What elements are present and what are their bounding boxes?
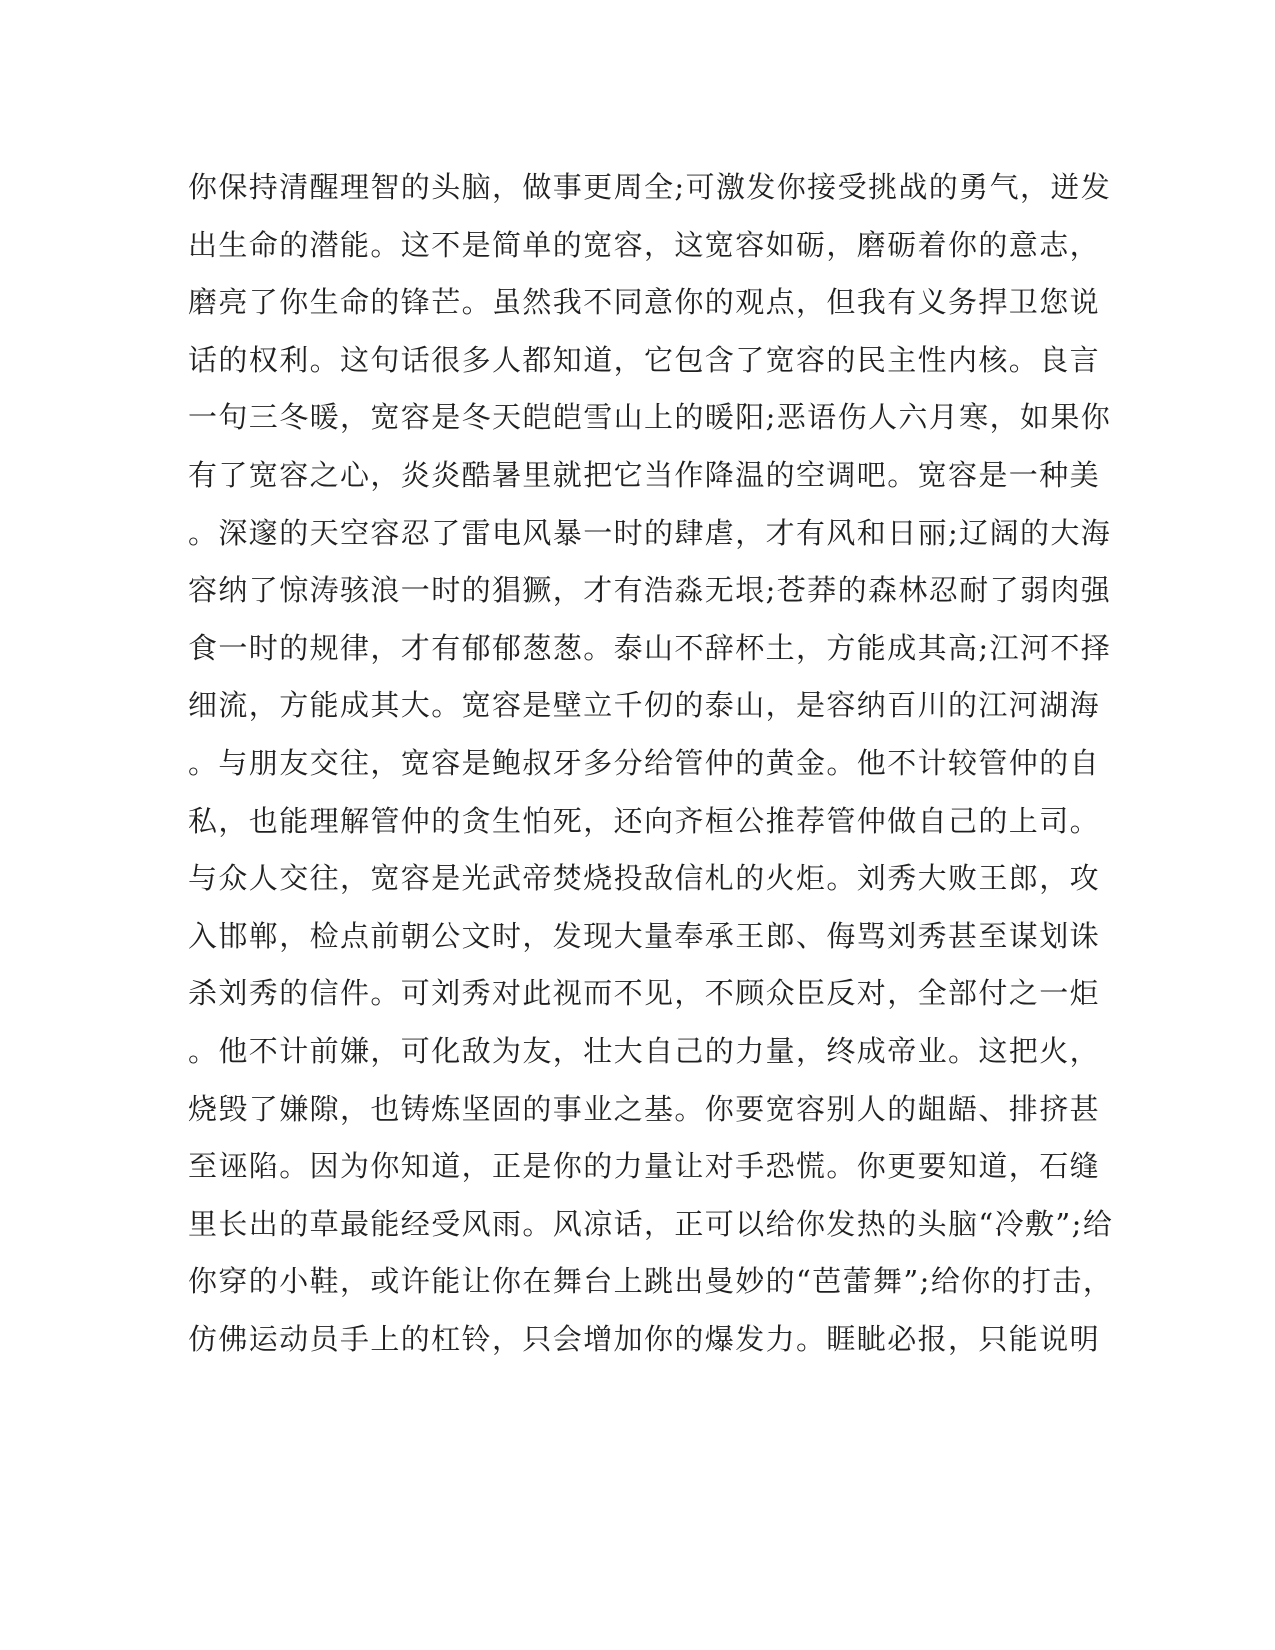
- text-line: 烧毁了嫌隙，也铸炼坚固的事业之基。你要宽容别人的龃龉、排挤甚: [188, 1091, 1101, 1126]
- text-line: 私，也能理解管仲的贪生怕死，还向齐桓公推荐管仲做自己的上司。: [188, 803, 1101, 838]
- text-line: 与众人交往，宽容是光武帝焚烧投敌信札的火炬。刘秀大败王郎，攻: [188, 861, 1101, 896]
- text-line: 。深邃的天空容忍了雷电风暴一时的肆虐，才有风和日丽;辽阔的大海: [188, 515, 1112, 550]
- text-line: 里长出的草最能经受风雨。风凉话，正可以给你发热的头脑“冷敷”;给: [188, 1206, 1114, 1241]
- text-line: 。与朋友交往，宽容是鲍叔牙多分给管仲的黄金。他不计较管仲的自: [188, 745, 1101, 780]
- text-line: 磨亮了你生命的锋芒。虽然我不同意你的观点，但我有义务捍卫您说: [188, 285, 1101, 320]
- text-line: 杀刘秀的信件。可刘秀对此视而不见，不顾众臣反对，全部付之一炬: [188, 976, 1101, 1011]
- text-line: 话的权利。这句话很多人都知道，它包含了宽容的民主性内核。良言: [188, 342, 1101, 377]
- text-line: 一句三冬暖，宽容是冬天皑皑雪山上的暖阳;恶语伤人六月寒，如果你: [188, 400, 1112, 435]
- text-line: 容纳了惊涛骇浪一时的猖獗，才有浩淼无垠;苍莽的森林忍耐了弱肉强: [188, 573, 1112, 608]
- text-line: 食一时的规律，才有郁郁葱葱。泰山不辞杯土，方能成其高;江河不择: [188, 630, 1112, 665]
- text-line: 你穿的小鞋，或许能让你在舞台上跳出曼妙的“芭蕾舞”;给你的打击，: [188, 1264, 1114, 1299]
- text-line: 你保持清醒理智的头脑，做事更周全;可激发你接受挑战的勇气，迸发: [188, 170, 1112, 204]
- text-line: 细流，方能成其大。宽容是壁立千仞的泰山，是容纳百川的江河湖海: [188, 688, 1101, 723]
- text-line: 。他不计前嫌，可化敌为友，壮大自己的力量，终成帝业。这把火，: [188, 1033, 1101, 1068]
- text-line: 有了宽容之心，炎炎酷暑里就把它当作降温的空调吧。宽容是一种美: [188, 457, 1101, 492]
- text-line: 入邯郸，检点前朝公文时，发现大量奉承王郎、侮骂刘秀甚至谋划诛: [188, 918, 1101, 953]
- text-line: 至诬陷。因为你知道，正是你的力量让对手恐慌。你更要知道，石缝: [188, 1149, 1101, 1184]
- text-line: 仿佛运动员手上的杠铃，只会增加你的爆发力。睚眦必报，只能说明: [188, 1321, 1101, 1356]
- body-text: [188, 159, 1114, 1368]
- text-line: 出生命的潜能。这不是简单的宽容，这宽容如砺，磨砺着你的意志，: [188, 227, 1101, 262]
